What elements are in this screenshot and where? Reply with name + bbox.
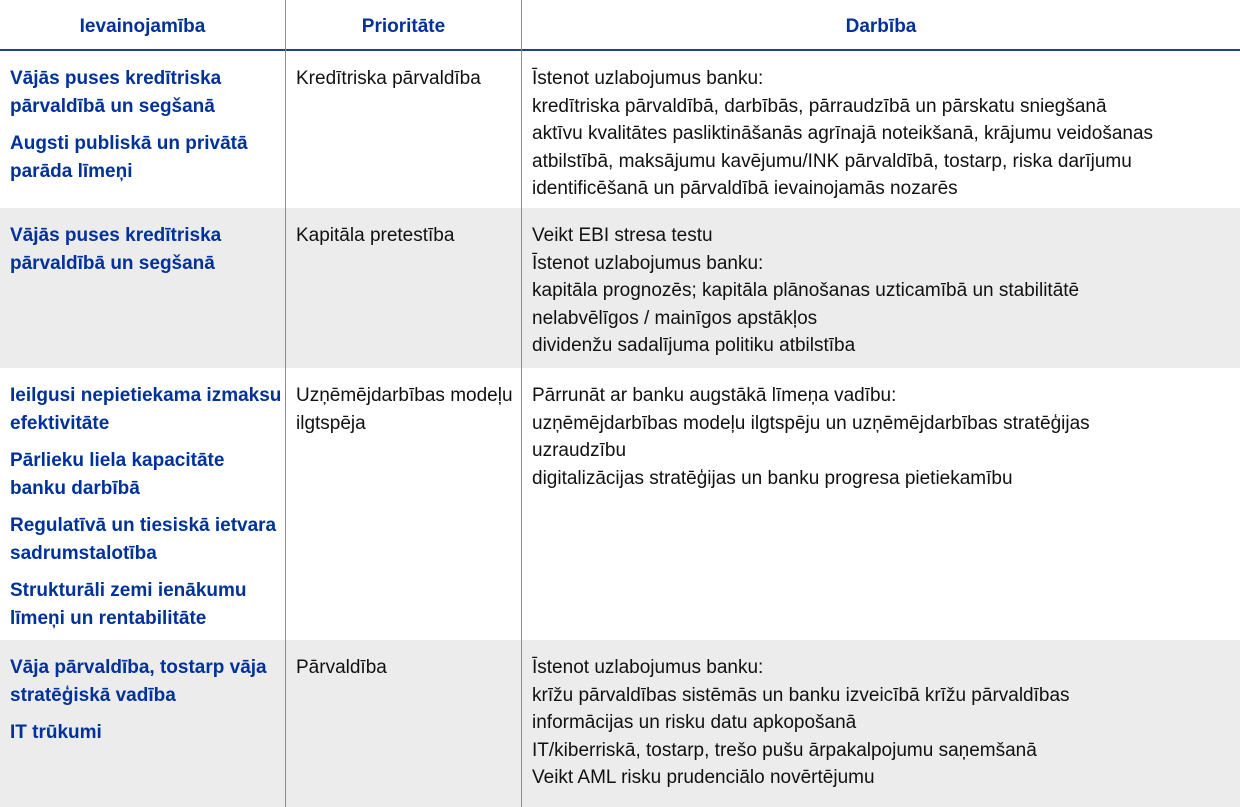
action-line: IT/kiberriskā, tostarp, trešo pušu ārpakalpojumu saņemšanā <box>532 739 1037 761</box>
vulnerability-item: Regulatīvā un tiesiskā ietvara sadrumstalotība <box>10 515 277 564</box>
priority-cell <box>296 382 516 438</box>
column-divider <box>285 0 286 807</box>
action-line: krīžu pārvaldības sistēmās un banku izveicībā krīžu pārvaldības <box>532 684 1070 706</box>
vulnerability-item: Vājās puses kredītriska pārvaldībā un segšanā <box>10 225 222 274</box>
priority-label: Pārvaldība <box>296 657 387 678</box>
vulnerability-item: Vājās puses kredītriska pārvaldībā un segšanā <box>10 68 222 117</box>
action-line: Veikt EBI stresa testu <box>532 225 713 246</box>
action-line: kredītriska pārvaldībā, darbībās, pārraudzībā un pārskatu sniegšanā <box>532 95 1107 117</box>
action-cell <box>532 382 1232 492</box>
priority-cell <box>296 654 516 682</box>
header-vulnerability: Ievainojamība <box>79 16 206 37</box>
priority-cell <box>296 222 516 250</box>
action-line: kapitāla prognozēs; kapitāla plānošanas uzticamībā un stabilitātē <box>532 280 1080 301</box>
action-line: identificēšanā un pārvaldībā ievainojamās nozarēs <box>532 178 958 199</box>
vulnerability-item: IT trūkumi <box>10 722 102 743</box>
action-line: Īstenot uzlabojumus banku: <box>532 68 764 89</box>
vulnerability-cell <box>10 222 282 287</box>
action-line: nelabvēlīgos / mainīgos apstākļos <box>532 307 818 329</box>
vulnerability-item: Vāja pārvaldība, tostarp vāja stratēģiskā vadība <box>10 657 267 706</box>
action-cell <box>532 222 1232 360</box>
table-row-business-model <box>0 368 1240 640</box>
action-line: uzņēmējdarbības modeļu ilgtspēju un uzņēmējdarbības stratēģijas <box>532 412 1090 434</box>
table-row-credit-risk <box>0 51 1240 208</box>
action-line: Veikt AML risku prudenciālo novērtējumu <box>532 767 875 788</box>
action-line: Īstenot uzlabojumus banku: <box>532 657 764 678</box>
column-divider <box>521 0 522 807</box>
vulnerability-cell <box>10 654 282 756</box>
header-priority: Prioritāte <box>361 16 446 37</box>
action-cell <box>532 654 1232 792</box>
vulnerability-cell <box>10 65 282 195</box>
header-action: Darbība <box>845 16 917 37</box>
action-line: uzraudzību <box>532 440 627 461</box>
priority-label: Kredītriska pārvaldība <box>296 68 481 89</box>
action-line: Īstenot uzlabojumus banku: <box>532 252 764 274</box>
vulnerability-item: Pārlieku liela kapacitāte banku darbībā <box>10 450 225 499</box>
vulnerability-item: Strukturāli zemi ienākumu līmeņi un rentabilitāte <box>10 580 247 629</box>
action-line: aktīvu kvalitātes pasliktināšanās agrīnajā noteikšanā, krājumu veidošanas <box>532 123 1154 144</box>
priority-label: Kapitāla pretestība <box>296 225 455 246</box>
action-line: digitalizācijas stratēģijas un banku progresa pietiekamību <box>532 467 1013 489</box>
action-line: dividenžu sadalījuma politiku atbilstība <box>532 335 856 356</box>
priority-label: Uzņēmējdarbības modeļu ilgtspēja <box>296 385 513 434</box>
action-cell <box>532 65 1232 203</box>
vulnerability-item: Ieilgusi nepietiekama izmaksu efektivitāte <box>10 385 282 434</box>
table-row-governance <box>0 640 1240 807</box>
action-line: Pārrunāt ar banku augstākā līmeņa vadību: <box>532 385 897 406</box>
vulnerability-cell <box>10 382 282 642</box>
action-line: informācijas un risku datu apkopošanā <box>532 712 857 733</box>
table-row-capital <box>0 208 1240 368</box>
action-line: atbilstībā, maksājumu kavējumu/INK pārvaldībā, tostarp, riska darījumu <box>532 150 1132 172</box>
vulnerability-item: Augsti publiskā un privātā parāda līmeņi <box>10 133 248 182</box>
priority-cell <box>296 65 516 93</box>
